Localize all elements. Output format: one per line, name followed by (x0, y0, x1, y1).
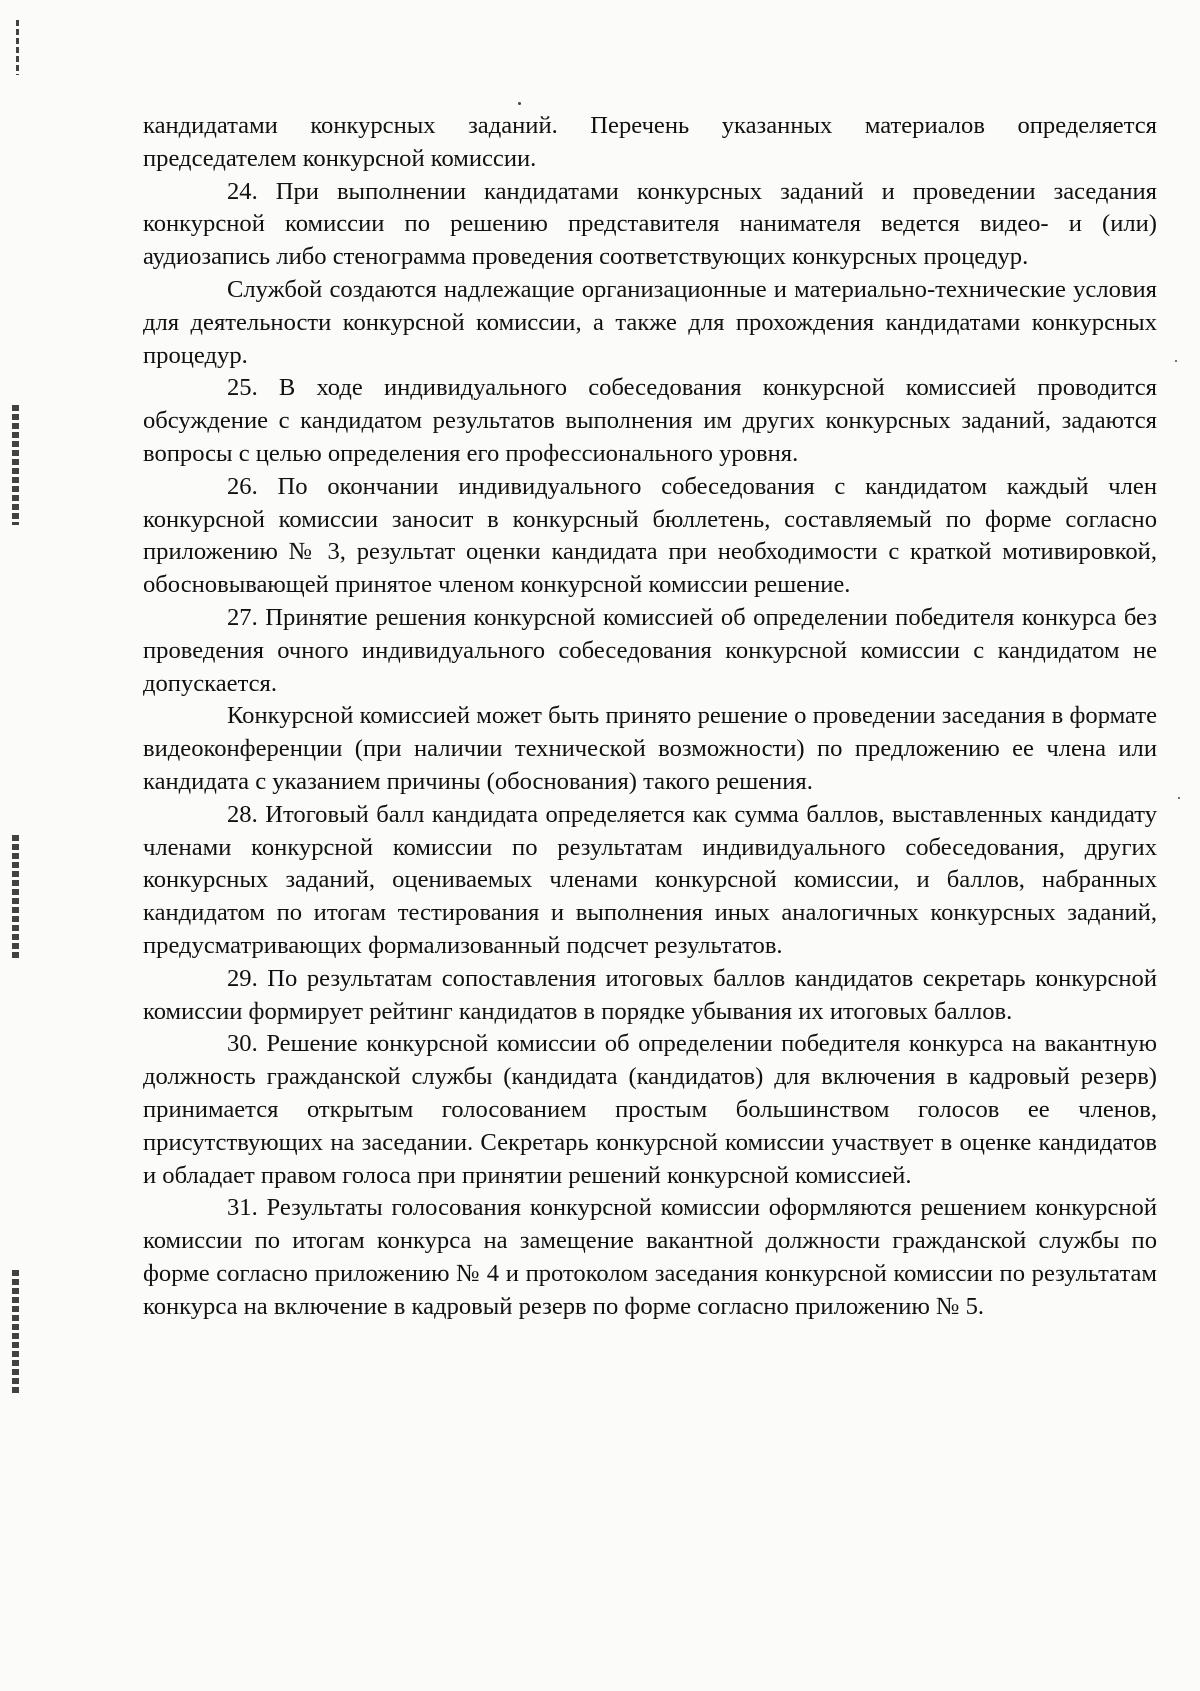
paragraph-29: 29. По результатам сопоставления итоговых баллов кандидатов секретарь конкурсной комиссии формирует рейтинг кандидатов в порядке убывания их итоговых баллов. (143, 964, 1157, 1025)
scan-artifact (12, 405, 19, 525)
paragraph-24-conditions: Службой создаются надлежащие организационные и материально-технические условия для деятельности конкурсной комиссии, а также для прохождения кандидатами конкурсных процедур. (143, 275, 1157, 369)
scan-speck (518, 102, 521, 105)
paragraph-25: 25. В ходе индивидуального собеседования конкурсной комиссией проводится обсуждение с кандидатом результатов выполнения им других конкурсных заданий, задаются вопросы с целью определения его профессионального уровня. (143, 374, 1157, 467)
scan-speck (1175, 360, 1177, 362)
paragraph-27-videoconference: Конкурсной комиссией может быть принято решение о проведении заседания в формате видеоконференции (при наличии технической возможности) по предложению ее члена или кандидата с указанием причины (обоснования) такого решения. (143, 702, 1157, 795)
paragraph-28: 28. Итоговый балл кандидата определяется как сумма баллов, выставленных кандидату членами конкурсной комиссии по результатам индивидуального собеседования, других конкурсных заданий, оцениваемых членами конкурсной комиссии, и баллов, набранных кандидатом по итогам тестирования и выполнения иных аналогичных конкурсных заданий, предусматривающих формализованный подсчет результатов. (143, 800, 1157, 959)
scan-artifact (12, 1270, 19, 1395)
scan-artifact (16, 20, 19, 75)
scan-speck (1178, 797, 1180, 799)
document-body (143, 110, 1157, 1323)
paragraph-continuation: кандидатами конкурсных заданий. Перечень указанных материалов определяется председателем конкурсной комиссии. (143, 112, 1157, 172)
paragraph-24: 24. При выполнении кандидатами конкурсных заданий и проведении заседания конкурсной комиссии по решению представителя нанимателя ведется видео- и (или) аудиозапись либо стенограмма проведения соответствующих конкурсных процедур. (143, 177, 1157, 271)
scan-artifact (12, 835, 19, 960)
paragraph-31: 31. Результаты голосования конкурсной комиссии оформляются решением конкурсной комиссии по итогам конкурса на замещение вакантной должности гражданской службы по форме согласно приложению № 4 и протоколом заседания конкурсной комиссии по результатам конкурса на включение в кадровый резерв по форме согласно приложению № 5. (143, 1194, 1157, 1320)
paragraph-26: 26. По окончании индивидуального собеседования с кандидатом каждый член конкурсной комиссии заносит в конкурсный бюллетень, составляемый по форме согласно приложению № 3, результат оценки кандидата при необходимости с краткой мотивировкой, обосновывающей принятое членом конкурсной комиссии решение. (143, 472, 1157, 599)
paragraph-27: 27. Принятие решения конкурсной комиссией об определении победителя конкурса без проведения очного индивидуального собеседования конкурсной комиссии с кандидатом не допускается. (143, 603, 1157, 697)
paragraph-30: 30. Решение конкурсной комиссии об определении победителя конкурса на вакантную должность гражданской службы (кандидата (кандидатов) для включения в кадровый резерв) принимается открытым голосованием простым большинством голосов ее членов, присутствующих на заседании. Секретарь конкурсной комиссии участвует в оценке кандидатов и обладает правом голоса при принятии решений конкурсной комиссией. (143, 1030, 1157, 1189)
